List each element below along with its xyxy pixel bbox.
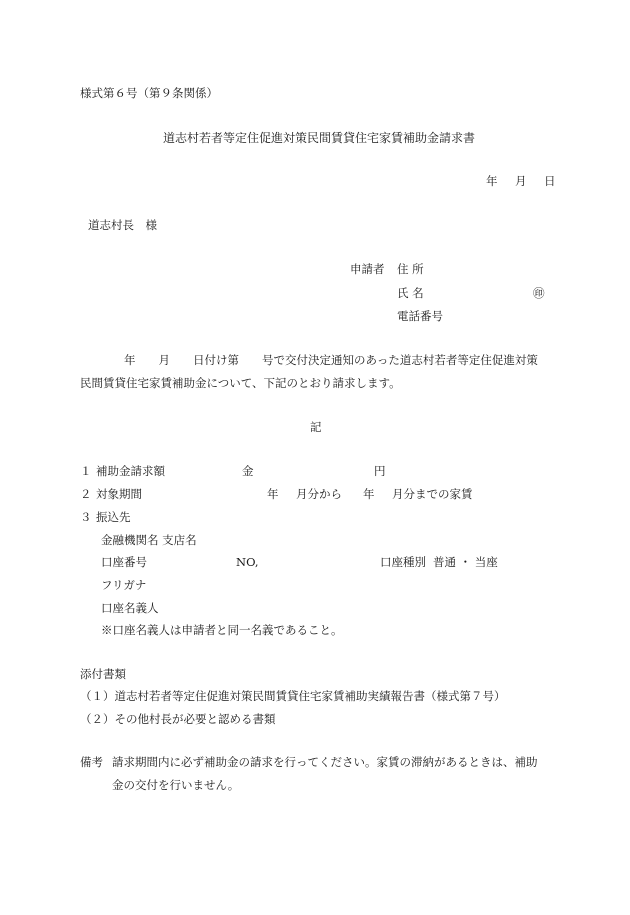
account-no-prefix: NO,	[236, 555, 259, 569]
item-1-label: 補助金請求額	[96, 464, 165, 478]
account-number-label: 口座番号	[101, 555, 147, 569]
furigana-label: フリガナ	[101, 578, 147, 592]
date-day: 日	[544, 174, 556, 188]
body-line-2: 民間賃貸住宅家賃補助金について、下記のとおり請求します。	[80, 376, 401, 390]
account-holder-note: ※口座名義人は申請者と同一名義であること。	[101, 623, 343, 637]
document-title: 道志村若者等定住促進対策民間賃貸住宅家賃補助金請求書	[163, 131, 476, 145]
ki-heading: 記	[310, 420, 322, 434]
form-id: 様式第６号（第９条関係）	[80, 86, 218, 100]
item-2-to: 月分までの家賃	[392, 487, 473, 501]
date-year: 年	[486, 174, 498, 188]
applicant-label: 申請者	[350, 262, 385, 276]
bank-label: 金融機関名 支店名	[101, 533, 197, 547]
item-1-number: １	[80, 464, 92, 478]
account-holder-label: 口座名義人	[101, 601, 159, 615]
attachment-item: （１）道志村若者等定住促進対策民間賃貸住宅家賃補助実績報告書（様式第７号）	[80, 689, 506, 703]
item-1-yen: 円	[374, 464, 386, 478]
item-1-kin: 金	[242, 464, 254, 478]
applicant-name-label: 氏 名	[397, 286, 424, 300]
item-2-year-from: 年	[267, 487, 279, 501]
applicant-phone-label: 電話番号	[397, 309, 443, 323]
attachment-item: （２）その他村長が必要と認める書類	[80, 712, 276, 726]
item-2-year-to: 年	[363, 487, 375, 501]
remarks-text-line-2: 金の交付を行いません。	[112, 778, 240, 792]
addressee: 道志村長 様	[88, 218, 157, 232]
date-month: 月	[515, 174, 527, 188]
account-type-label: 口座種別	[380, 555, 426, 569]
remarks-text-line-1: 請求期間内に必ず補助金の請求を行ってください。家賃の滞納があるときは、補助	[112, 755, 538, 769]
item-3-number: ３	[80, 510, 92, 524]
item-3-label: 振込先	[96, 510, 131, 524]
account-type-options: 普通 ・ 当座	[433, 555, 498, 569]
attachments-heading: 添付書類	[80, 667, 126, 681]
applicant-address-label: 住 所	[397, 262, 424, 276]
remarks-label: 備考	[80, 755, 103, 769]
item-2-label: 対象期間	[96, 487, 142, 501]
item-2-from: 月分から	[296, 487, 342, 501]
seal-mark: ㊞	[533, 286, 545, 300]
body-line-1: 年 月 日付け第 号で交付決定通知のあった道志村若者等定住促進対策	[124, 353, 538, 367]
item-2-number: ２	[80, 487, 92, 501]
